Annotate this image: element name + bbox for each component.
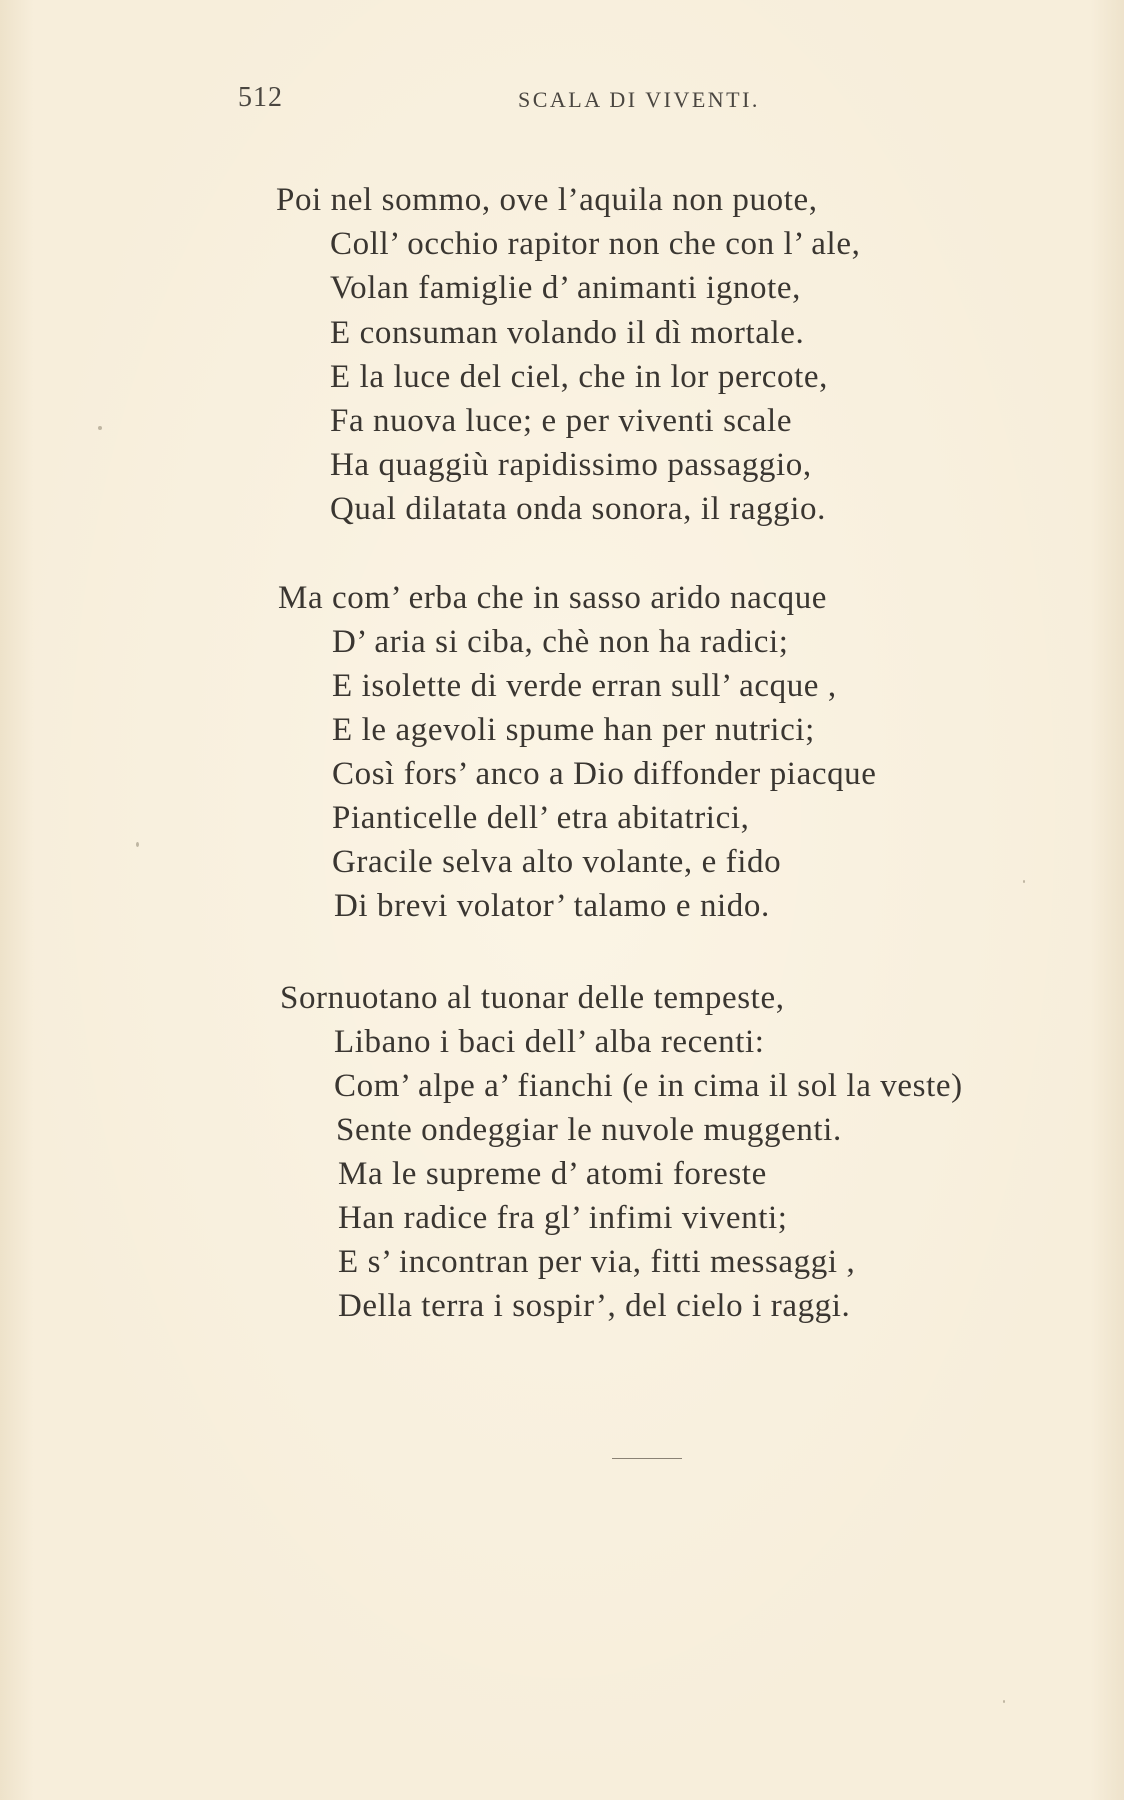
verse-line: Ha quaggiù rapidissimo passaggio,	[330, 447, 812, 483]
verse-line: E isolette di verde erran sull’ acque ,	[332, 668, 837, 704]
running-title: SCALA DI VIVENTI.	[518, 87, 760, 112]
verse-line: E le agevoli spume han per nutrici;	[332, 712, 815, 748]
paper-speck	[136, 842, 139, 847]
verse-line: Fa nuova luce; e per viventi scale	[330, 403, 793, 439]
verse-line: Han radice fra gl’ infimi viventi;	[338, 1200, 788, 1236]
verse-line: E la luce del ciel, che in lor percote,	[330, 359, 829, 395]
verse-line: Poi nel sommo, ove l’aquila non puote,	[276, 182, 818, 218]
verse-line: Pianticelle dell’ etra abitatrici,	[332, 800, 750, 836]
verse-line: Della terra i sospir’, del cielo i raggi.	[338, 1288, 851, 1324]
paper-speck	[98, 426, 102, 430]
verse-line: Libano i baci dell’ alba recenti:	[334, 1024, 765, 1060]
verse-line: E s’ incontran per via, fitti messaggi ,	[338, 1244, 856, 1280]
verse-line: Ma com’ erba che in sasso arido nacque	[278, 580, 828, 616]
verse-line: Così fors’ anco a Dio diffonder piacque	[332, 756, 877, 792]
paper-speck	[1003, 1700, 1005, 1703]
verse-line: Sente ondeggiar le nuvole muggenti.	[336, 1112, 842, 1148]
verse-line: Di brevi volator’ talamo e nido.	[334, 888, 770, 924]
paper-speck	[1023, 880, 1025, 883]
page-header	[0, 82, 1124, 116]
verse-line: E consuman volando il dì mortale.	[330, 315, 805, 351]
verse-line: Com’ alpe a’ fianchi (e in cima il sol la veste)	[334, 1068, 963, 1104]
verse-line: Sornuotano al tuonar delle tempeste,	[280, 980, 785, 1016]
end-rule	[612, 1458, 682, 1459]
verse-line: Volan famiglie d’ animanti ignote,	[330, 270, 801, 306]
verse-line: Ma le supreme d’ atomi foreste	[338, 1156, 767, 1192]
verse-line: D’ aria si ciba, chè non ha radici;	[332, 624, 789, 660]
verse-line: Qual dilatata onda sonora, il raggio.	[330, 491, 826, 527]
verse-line: Coll’ occhio rapitor non che con l’ ale,	[330, 226, 861, 262]
page-number: 512	[238, 82, 283, 113]
verse-line: Gracile selva alto volante, e fido	[332, 844, 782, 880]
